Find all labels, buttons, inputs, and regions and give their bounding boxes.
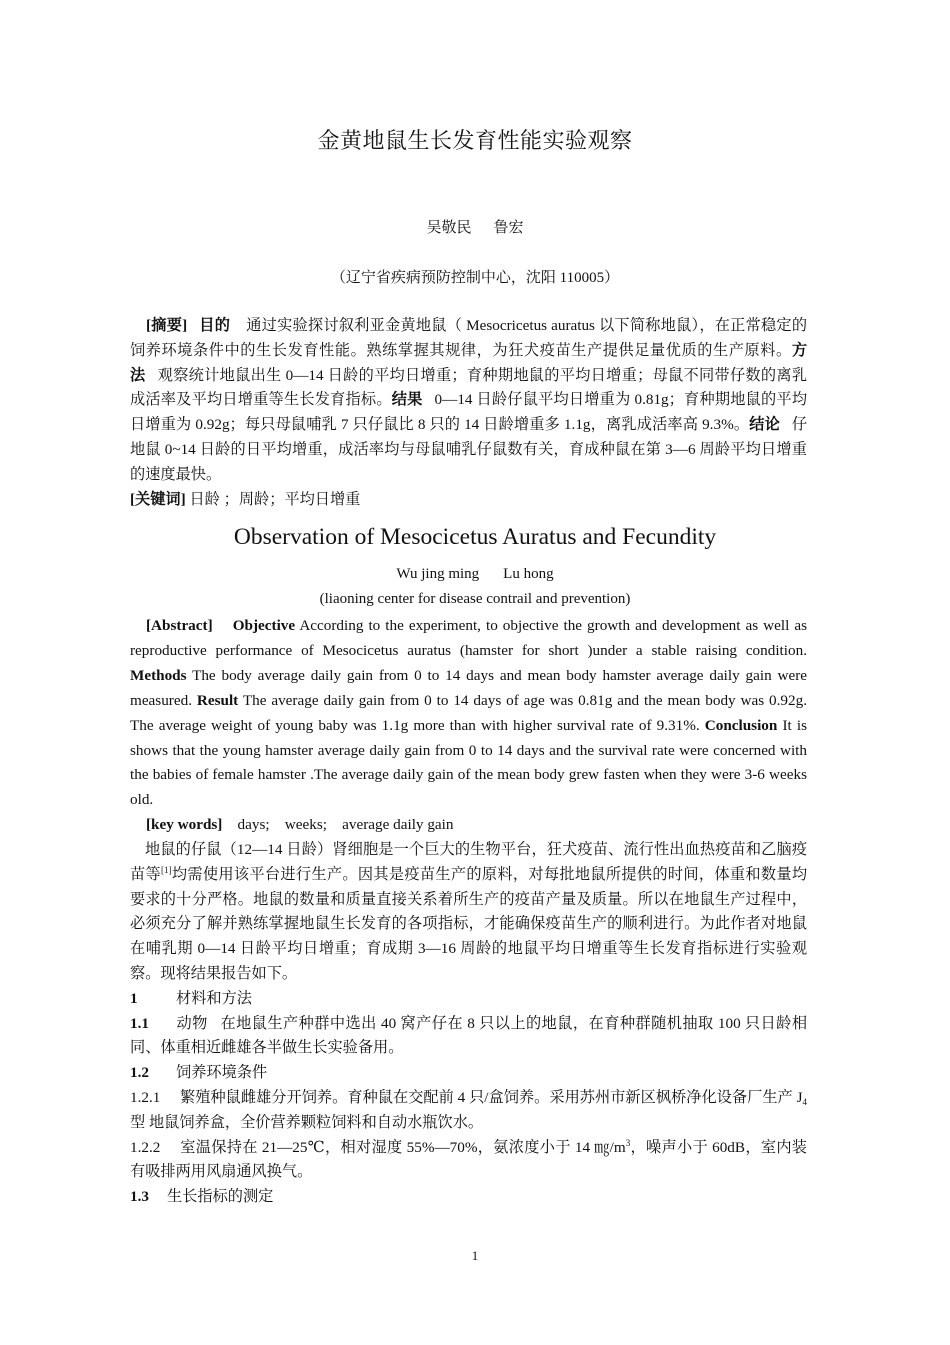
methods-label: 方法 — [130, 341, 807, 384]
conclusion-en-text: It is shows that the young hamster average daily gain from 0 to 14 days and the survival rate were concerned with the babies of female hamster .The average daily gain of the mean body grew fasten when they were 3-6 weeks old. — [130, 716, 807, 809]
objective-label: 目的 — [199, 317, 231, 334]
methods-text: 观察统计地鼠出生 0—14 日龄的平均日增重；育种期地鼠的平均日增重；母鼠不同带仔数的离乳成活率及平均日增重等生长发育指标。 — [130, 366, 808, 409]
author-en-2: Lu hong — [503, 566, 554, 582]
title-english: Observation of Mesocicetus Auratus and Fecundity — [233, 524, 717, 550]
keywords-en-text: days; weeks; average daily gain — [237, 816, 454, 834]
keywords-english — [130, 813, 807, 838]
result-en-label: Result — [196, 691, 239, 709]
section-1-1-title: 动物 — [176, 1014, 208, 1032]
keywords-label: [关键词] — [130, 490, 186, 508]
objective-en-text: According to the experiment, to objective the growth and development as well as reproductive performance of Mesocicetus auratus (hamster for short )under a stable raising condition. — [130, 617, 808, 659]
result-text: 0—14 日龄仔鼠平均日增重为 0.81g；育种期地鼠的平均日增重为 0.92g；每只母鼠哺乳 7 只仔鼠比 8 只的 14 日龄增重多 1.1g，离乳成活率高 9.3%。 — [130, 391, 808, 434]
methods-en-text: The body average daily gain from 0 to 14 days and mean body hamster average daily gain were measured. — [130, 666, 807, 709]
section-1-2-1: 1.2.1 繁殖种鼠雌雄分开饲养。育种鼠在交配前 4 只/盒饲养。采用苏州市新区枫桥净化设备厂生产 $J_4$型 地鼠饲养盒，全价营养颗粒饲料和自动水瓶饮水。 — [130, 1088, 807, 1131]
body-text — [130, 838, 807, 1210]
keywords-en-label: [key words] — [146, 816, 223, 834]
objective-text: 通过实验探讨叙利亚金黄地鼠（ Mesocricetus auratus 以下简称地鼠），在正常稳定的饲养环境条件中的生长发育性能。熟练掌握其规律，为狂犬疫苗生产提供足量优质的生产原料。 — [130, 317, 808, 359]
section-1-2-heading: 1.2 饲养环境条件 — [130, 1064, 268, 1082]
authors-chinese — [0, 216, 950, 237]
methods-en-label: Methods — [130, 666, 187, 684]
author-en-1: Wu jing ming — [396, 566, 480, 582]
abstract-english — [130, 614, 807, 838]
section-1-2-2: 1.2.2 室温保持在 21—25℃，相对湿度 55%—70%，氨浓度小于 14 $㎎/m^3$，噪声小于 60dB，室内装有吸排两用风扇通风换气。 — [130, 1137, 807, 1181]
abstract-en-label: [Abstract] — [146, 617, 213, 634]
result-en-text: The average daily gain from 0 to 14 days of age was 0.81g and the mean body was 0.92g. The average weight of young baby was 1.1g more than with higher survival rate of 9.31%. — [130, 691, 807, 734]
keywords-chinese — [130, 488, 807, 513]
authors-english — [0, 566, 950, 583]
result-label: 结果 — [391, 391, 423, 409]
page-number: 1 — [471, 1248, 479, 1263]
section-1-heading: 1 材料和方法 — [130, 989, 252, 1007]
conclusion-label: 结论 — [749, 416, 780, 434]
author-2: 鲁宏 — [493, 220, 524, 236]
keywords-text: 日龄 ；周龄；平均日增重 — [189, 490, 361, 508]
abstract-chinese — [130, 314, 807, 512]
abstract-label: [摘要] — [146, 317, 188, 334]
affiliation-chinese: （辽宁省疾病预防控制中心，沈阳 110005） — [330, 270, 620, 286]
section-1-3-heading: 1.3 生长指标的测定 — [130, 1188, 274, 1206]
affiliation-english: (liaoning center for disease contrail and prevention) — [319, 591, 631, 607]
author-1: 吴敬民 — [426, 220, 472, 236]
title-chinese: 金黄地鼠生长发育性能实验观察 — [317, 128, 633, 153]
citation-ref[interactable]: [1] — [161, 864, 172, 875]
conclusion-en-label: Conclusion — [704, 716, 778, 734]
objective-en-label: Objective — [232, 617, 296, 634]
conclusion-text: 仔地鼠 0~14 日龄的日平均增重，成活率均与母鼠哺乳仔鼠数有关，育成种鼠在第 3—6 周龄平均日增重的速度最快。 — [130, 416, 808, 483]
intro-paragraph: 地鼠的仔鼠（12—14 日龄）肾细胞是一个巨大的生物平台，狂犬疫苗、流行性出血热疫苗和乙脑疫苗等[1]均需使用该平台进行生产。因其是疫苗生产的原料，对每批地鼠所提供的时间，体重和数量均要求的十分严格。地鼠的数量和质量直接关系着所生产的疫苗产量及质量。所以在地鼠生产过程中，必须充分了解并熟练掌握地鼠生长发育的各项指标，才能确保疫苗生产的顺利进行。为此作者对地鼠在哺乳期 0—14 日龄平均日增重；育成期 3—16 周龄的地鼠平均日增重等生长发育指标进行实验观察。现将结果报告如下。 — [130, 841, 807, 982]
section-1-1: 1.1 动物 在地鼠生产种群中选出 40 窝产仔在 8 只以上的地鼠，在育种群随机抽取 100 只日龄相同、体重相近雌雄各半做生长实验备用。 — [130, 1014, 808, 1057]
